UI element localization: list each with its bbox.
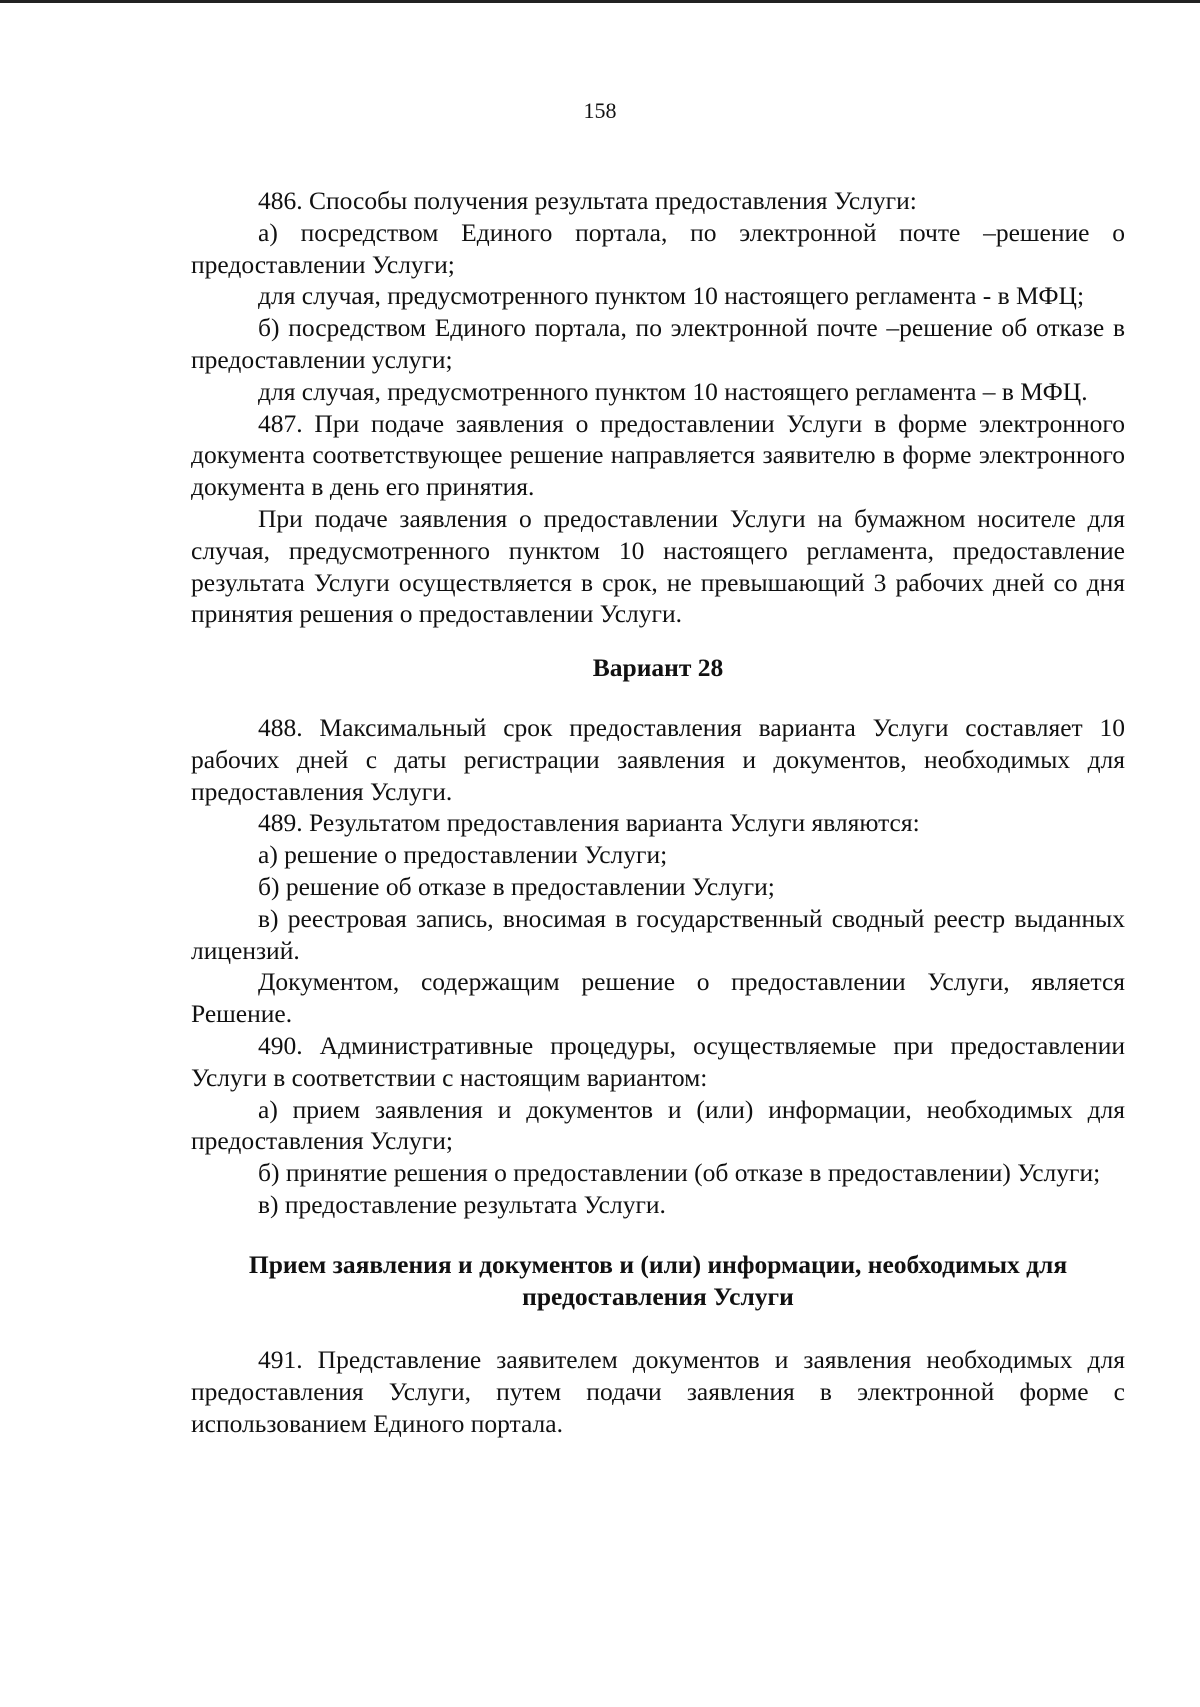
paragraph: для случая, предусмотренного пунктом 10 настоящего регламента – в МФЦ. [258, 376, 1088, 406]
document-body [191, 185, 1125, 1440]
paragraph: б) посредством Единого портала, по электронной почте –решение об отказе в предоставлении услуги; [191, 313, 1125, 374]
paragraph: Документом, содержащим решение о предоставлении Услуги, является Решение. [191, 967, 1125, 1029]
paragraph: а) решение о предоставлении Услуги; [258, 840, 668, 870]
paragraph: в) предоставление результата Услуги. [258, 1189, 666, 1219]
paragraph: 486. Способы получения результата предоставления Услуги: [258, 186, 917, 215]
top-border-line [0, 0, 1200, 3]
paragraph: 489. Результатом предоставления варианта Услуги являются: [258, 808, 920, 838]
variant-heading: Вариант 28 [592, 653, 724, 683]
section-heading-line-2: предоставления Услуги [522, 1281, 794, 1311]
paragraph: При подаче заявления о предоставлении Услуги на бумажном носителе для случая, предусмотренного пунктом 10 настоящего регламента, предоставление результата Услуги осуществляется в срок, не превышающий 3 рабочих дней со дня принятия решения о предоставлении Услуги. [191, 503, 1125, 629]
paragraph: в) реестровая запись, вносимая в государственный сводный реестр выданных лицензий. [191, 903, 1125, 965]
paragraph: 487. При подаче заявления о предоставлении Услуги в форме электронного документа соответствующее решение направляется заявителю в форме электронного документа в день его принятия. [191, 408, 1125, 502]
paragraph: 491. Представление заявителем документов и заявления необходимых для предоставления Услуги, путем подачи заявления в электронной форме с использованием Единого портала. [191, 1345, 1125, 1438]
paragraph: 490. Административные процедуры, осуществляемые при предоставлении Услуги в соответствии с настоящим вариантом: [191, 1030, 1125, 1092]
paragraph: 488. Максимальный срок предоставления варианта Услуги составляет 10 рабочих дней с даты регистрации заявления и документов, необходимых для предоставления Услуги. [191, 712, 1125, 806]
section-heading [191, 1249, 1125, 1313]
paragraph: а) прием заявления и документов и (или) информации, необходимых для предоставления Услуги; [191, 1094, 1125, 1156]
section-heading-line-1: Прием заявления и документов и (или) информации, необходимых для [248, 1249, 1068, 1279]
paragraph: б) решение об отказе в предоставлении Услуги; [258, 871, 775, 901]
paragraph: а) посредством Единого портала, по электронной почте –решение о предоставлении Услуги; [191, 217, 1125, 279]
paragraph: для случая, предусмотренного пунктом 10 настоящего регламента - в МФЦ; [258, 281, 1085, 311]
page-number: 158 [583, 98, 617, 123]
paragraph: б) принятие решения о предоставлении (об отказе в предоставлении) Услуги; [258, 1158, 1101, 1188]
